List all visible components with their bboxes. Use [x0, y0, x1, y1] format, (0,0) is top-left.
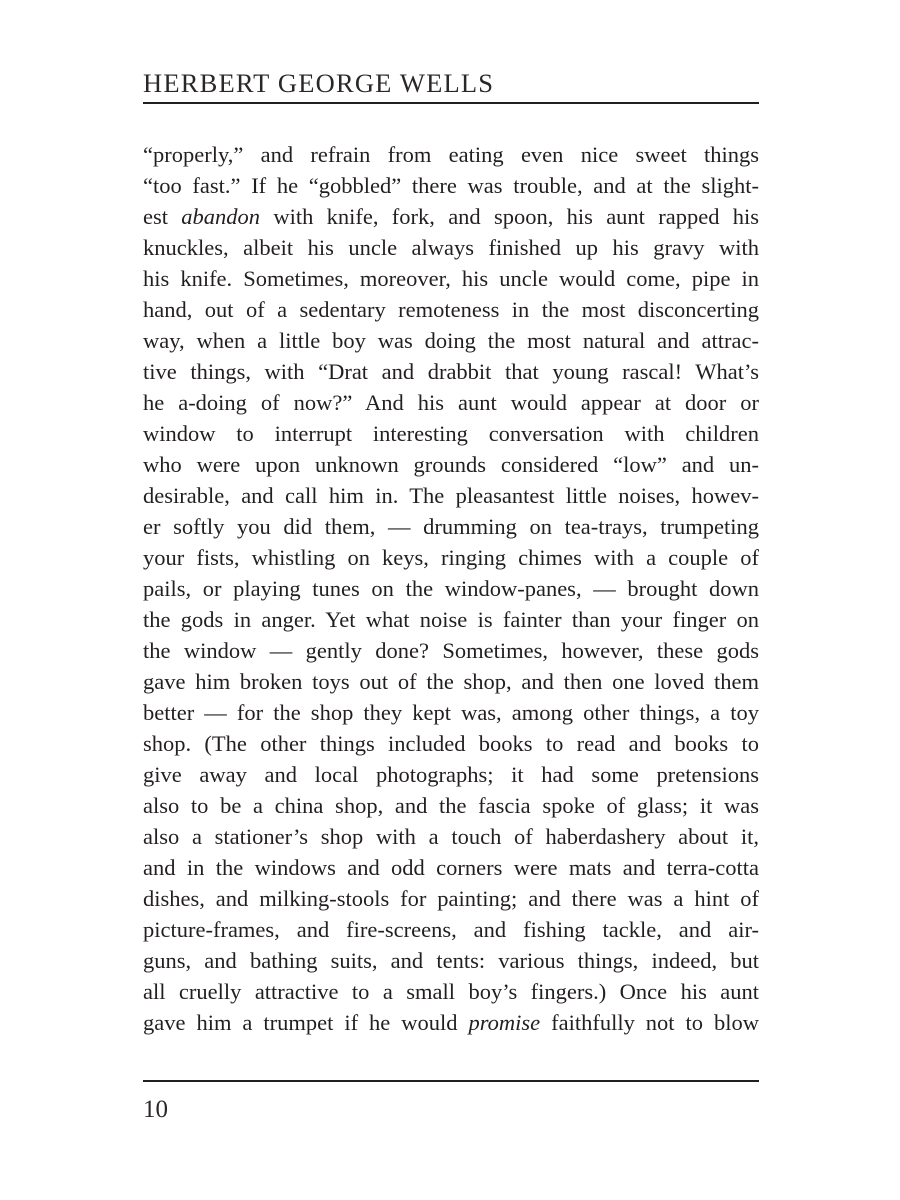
text-line [143, 759, 759, 790]
text-line [143, 790, 759, 821]
text-segment: faithfully not to blow [540, 1010, 759, 1035]
text-line [143, 728, 759, 759]
text-line [143, 697, 759, 728]
text-segment: gave him a trumpet if he would [143, 1010, 469, 1035]
text-line [143, 480, 759, 511]
text-segment: picture-frames, and fire-screens, and fishing tackle, and air- [143, 917, 759, 942]
text-segment: tive things, with “Drat and drabbit that young rascal! What’s [143, 359, 759, 384]
text-segment: gave him broken toys out of the shop, and then one loved them [143, 669, 759, 694]
text-line [143, 449, 759, 480]
text-line [143, 387, 759, 418]
text-line [143, 170, 759, 201]
text-segment: he a-doing of now?” And his aunt would appear at door or [143, 390, 759, 415]
text-segment: the gods in anger. Yet what noise is fainter than your finger on [143, 607, 759, 632]
text-line [143, 666, 759, 697]
text-line [143, 139, 759, 170]
text-segment: est [143, 204, 182, 229]
text-segment: dishes, and milking-stools for painting; and there was a hint of [143, 886, 759, 911]
text-segment: give away and local photographs; it had some pretensions [143, 762, 759, 787]
text-line [143, 542, 759, 573]
text-line [143, 1007, 759, 1038]
text-segment: knuckles, albeit his uncle always finished up his gravy with [143, 235, 759, 260]
text-line [143, 635, 759, 666]
running-head-title: HERBERT GEORGE WELLS [143, 68, 495, 98]
text-line [143, 852, 759, 883]
text-segment: who were upon unknown grounds considered “low” and un- [143, 452, 759, 477]
text-line [143, 573, 759, 604]
text-line [143, 604, 759, 635]
footer-rule [143, 1080, 759, 1082]
text-line [143, 232, 759, 263]
text-segment: pails, or playing tunes on the window-panes, — brought down [143, 576, 759, 601]
text-line [143, 914, 759, 945]
page-number: 10 [143, 1096, 168, 1123]
text-line [143, 821, 759, 852]
text-segment: also a stationer’s shop with a touch of haberdashery about it, [143, 824, 759, 849]
text-line [143, 201, 759, 232]
text-segment: guns, and bathing suits, and tents: various things, indeed, but [143, 948, 759, 973]
italic-word: abandon [181, 204, 261, 229]
text-segment: way, when a little boy was doing the most natural and attrac- [143, 328, 759, 353]
text-line [143, 263, 759, 294]
text-line [143, 356, 759, 387]
text-segment: shop. (The other things included books to read and books to [143, 731, 759, 756]
text-segment: his knife. Sometimes, moreover, his uncle would come, pipe in [143, 266, 759, 291]
text-segment: with knife, fork, and spoon, his aunt rapped his [260, 204, 759, 229]
text-segment: “properly,” and refrain from eating even nice sweet things [143, 142, 759, 167]
text-line [143, 418, 759, 449]
text-segment: hand, out of a sedentary remoteness in the most disconcerting [143, 297, 759, 322]
text-segment: er softly you did them, — drumming on tea-trays, trumpeting [143, 514, 759, 539]
text-segment: also to be a china shop, and the fascia spoke of glass; it was [143, 793, 759, 818]
text-segment: “too fast.” If he “gobbled” there was trouble, and at the slight- [143, 173, 759, 198]
text-line [143, 883, 759, 914]
text-segment: desirable, and call him in. The pleasantest little noises, howev- [143, 483, 759, 508]
text-line [143, 511, 759, 542]
text-segment: and in the windows and odd corners were mats and terra-cotta [143, 855, 759, 880]
text-line [143, 945, 759, 976]
text-segment: window to interrupt interesting conversation with children [143, 421, 759, 446]
body-text [143, 139, 759, 1038]
text-segment: the window — gently done? Sometimes, however, these gods [143, 638, 759, 663]
text-line [143, 325, 759, 356]
text-segment: all cruelly attractive to a small boy’s fingers.) Once his aunt [143, 979, 759, 1004]
text-line [143, 294, 759, 325]
text-line [143, 976, 759, 1007]
text-segment: your fists, whistling on keys, ringing chimes with a couple of [143, 545, 759, 570]
italic-word: promise [468, 1010, 541, 1035]
header-rule [143, 102, 759, 104]
text-segment: better — for the shop they kept was, among other things, a toy [143, 700, 759, 725]
